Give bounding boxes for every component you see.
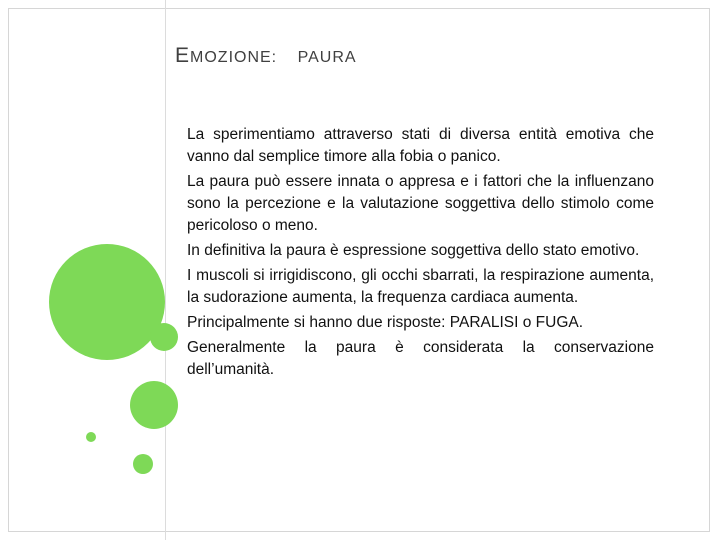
paragraph: I muscoli si irrigidiscono, gli occhi sbarrati, la respirazione aumenta, la sudorazione aumenta, la frequenza cardiaca aumenta. [187,267,654,306]
title-initial: E [175,44,191,67]
paragraph: Generalmente la paura è considerata la conservazione dell’umanità. [187,339,654,378]
tiny-circle-decoration [86,432,96,442]
divider-line [165,0,166,540]
paragraph: La sperimentiamo attraverso stati di diversa entità emotiva che vanno dal semplice timore alla fobia o panico. [187,126,654,165]
paragraph: In definitiva la paura è espressione soggettiva dello stato emotivo. [187,242,640,259]
title-subject: PAURA [297,49,357,66]
small-circle-decoration [133,454,153,474]
paragraph: La paura può essere innata o appresa e i fattori che la influenzano sono la percezione e la valutazione soggettiva dello stimolo come pericoloso o meno. [187,173,654,234]
title-rest: MOZIONE: [190,49,278,66]
large-circle-decoration [49,244,165,360]
small-circle-decoration [150,323,178,351]
medium-circle-decoration [130,381,178,429]
paragraph: Principalmente si hanno due risposte: PARALISI o FUGA. [187,314,584,331]
slide-body [187,124,654,384]
slide-title [175,44,357,68]
